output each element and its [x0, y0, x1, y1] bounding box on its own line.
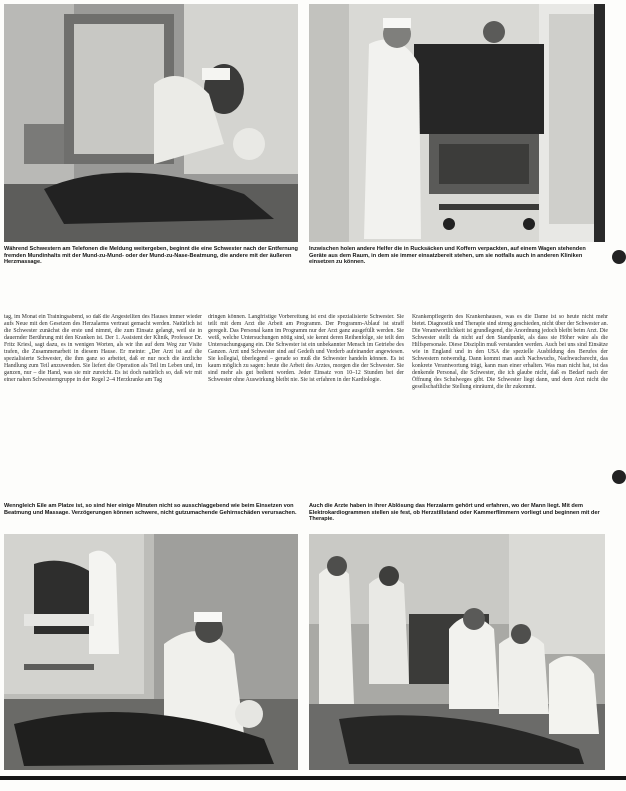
photo-bottom-left [4, 534, 298, 770]
caption-top-left: Während Schwestern am Telefonen die Meldung weitergeben, beginnt die eine Schwester nach der Entfernung fremden Mundinhalts mit der Mund-zu-Mund- oder der Mund-zu-Nase-Beatmung, die andere mit der äußeren Herzmassage. [4, 246, 298, 266]
nurse-cpr-photo-icon [4, 4, 298, 242]
binding-hole [612, 250, 626, 264]
caption-bottom-left: Wenngleich Eile am Platze ist, so sind hier einige Minuten nicht so ausschlaggebend wie beim Einsetzen von Beatmung und Massage. Verzögerungen können schwere, nicht gutzumachende Gehirnschäden verursachen. [4, 503, 297, 516]
caption-top-right: Inzwischen holen andere Helfer die in Rucksäcken und Koffern verpackten, auf einem Wagen stehenden Geräte aus dem Raum, in dem sie immer einsatzbereit stehen, um sie notfalls auch in anderen Kliniken einsetzen zu können. [309, 246, 586, 266]
caption-bottom-right: Auch die Ärzte haben in ihrer Ablösung das Herzalarm gehört und erfahren, wo der Mann liegt. Mit dem Elektrokardiogrammen stellen sie fest, ob Herzstillstand oder Kammerflimmern vorliegt und beginnen mit der Therapie. [309, 503, 600, 523]
binding-hole [612, 470, 626, 484]
group-demonstration-photo-icon [309, 534, 605, 770]
text-column-1: tag, im Monat ein Trainingsabend, so daß die Angestellten des Hauses immer wieder aufs Neue mit den Gesetzen des Herzalarms vertraut gemacht werden. Natürlich ist die Schwester zunächst die erste und nimmt, die zum Einsatz gelangt, weil sie in dauernder Berührung mit den Kranken ist. Der 1. Assistent der Klinik, Professor Dr. Fritz Kriesl, sagt dazu, es in wenigen Worten, als wir ihn auf dem Weg zur Visite trafen, die Zusammenarbeit in diesem Hause. Er meinte: „Der Arzt ist auf die spezialisierte Schwester, die ihm ganz so arbeitet, daß er nur noch die ärztliche Handlung zum Teil anzuwenden. Sie liefert die Operation als Teil im Leben und, im ganzen, nur – die Hand, was sie mir zureicht. Es ist doch natürlich so, daß wir mit einer nahen Schwesterngruppe in der Regel 2–4 Herzkranke am Tag [4, 314, 202, 383]
photo-top-right [309, 4, 605, 242]
text-column-2: dringen können. Langfristige Vorbereitung ist erst die spezialisierte Schwester. Sie teilt mit dem Arzt die Arbeit am Programm. Der Programm-Ablauf ist straff geregelt. Das Personal kann im Programm nur der Arzt ganz ausgefüllt werden. Sie weiß, welche Untersuchungen nötig sind, sie kennt deren Reihenfolge, sie teilt den Untersuchungsgang ein. Die Schwester ist ein unbekannter Mensch im Getriebe des Ganzen. Arzt und Schwester sind auf Gedeih und Verderb aufeinander angewiesen. Sie kollegial, überlegend – gerade so muß die Schwester handeln können. Es ist kaum möglich zu sagen: heute die Arbeit des Arztes, morgen die der Schwester. Sie sind mehr als gut bedient worden. Jeder Einsatz von 10–12 Stunden bei der Schwester ohne Auswirkung bleibt nie. Sie ist erfahren in der Kardiologie. [208, 314, 404, 383]
bottom-rule [0, 776, 626, 780]
photo-top-left [4, 4, 298, 242]
text-column-3: Krankenpflegerin des Krankenhauses, was es die Dame ist so heute nicht mehr bietet. Diagnostik und Therapie sind streng geschieden, nicht über der Schwester an. Die Verantwortlichkeit ist grundlegend, die Anordnung jedoch bleibt beim Arzt. Die Schwester stellt da nicht auf den Standpunkt, als dass sie Höher wäre als die Hilfspersonale. Diese Disziplin muß verstanden werden. Auch bei uns sind Einsätze wie in England und in den USA die spezielle Ausbildung des Berufes der Schwestern notwendig. Dann kommt man auch Nachwuchs, Nachwuchsrecht, das konkrete Verantwortung trägt, kann man einer erhalten. Was man nicht hat, ist das denkende Personal, die Schwester, die ich glaube nicht, daß es Bedarf nach der Öffnung des Schulweges gibt. Die Schwester liegt dann, und dem Arzt nicht die gesellschaftliche Stellung einräumt, die ihr zukommt. [412, 314, 608, 390]
photo-bottom-right [309, 534, 605, 770]
nurse-trolley-photo-icon [309, 4, 605, 242]
nurse-training-photo-icon [4, 534, 298, 770]
